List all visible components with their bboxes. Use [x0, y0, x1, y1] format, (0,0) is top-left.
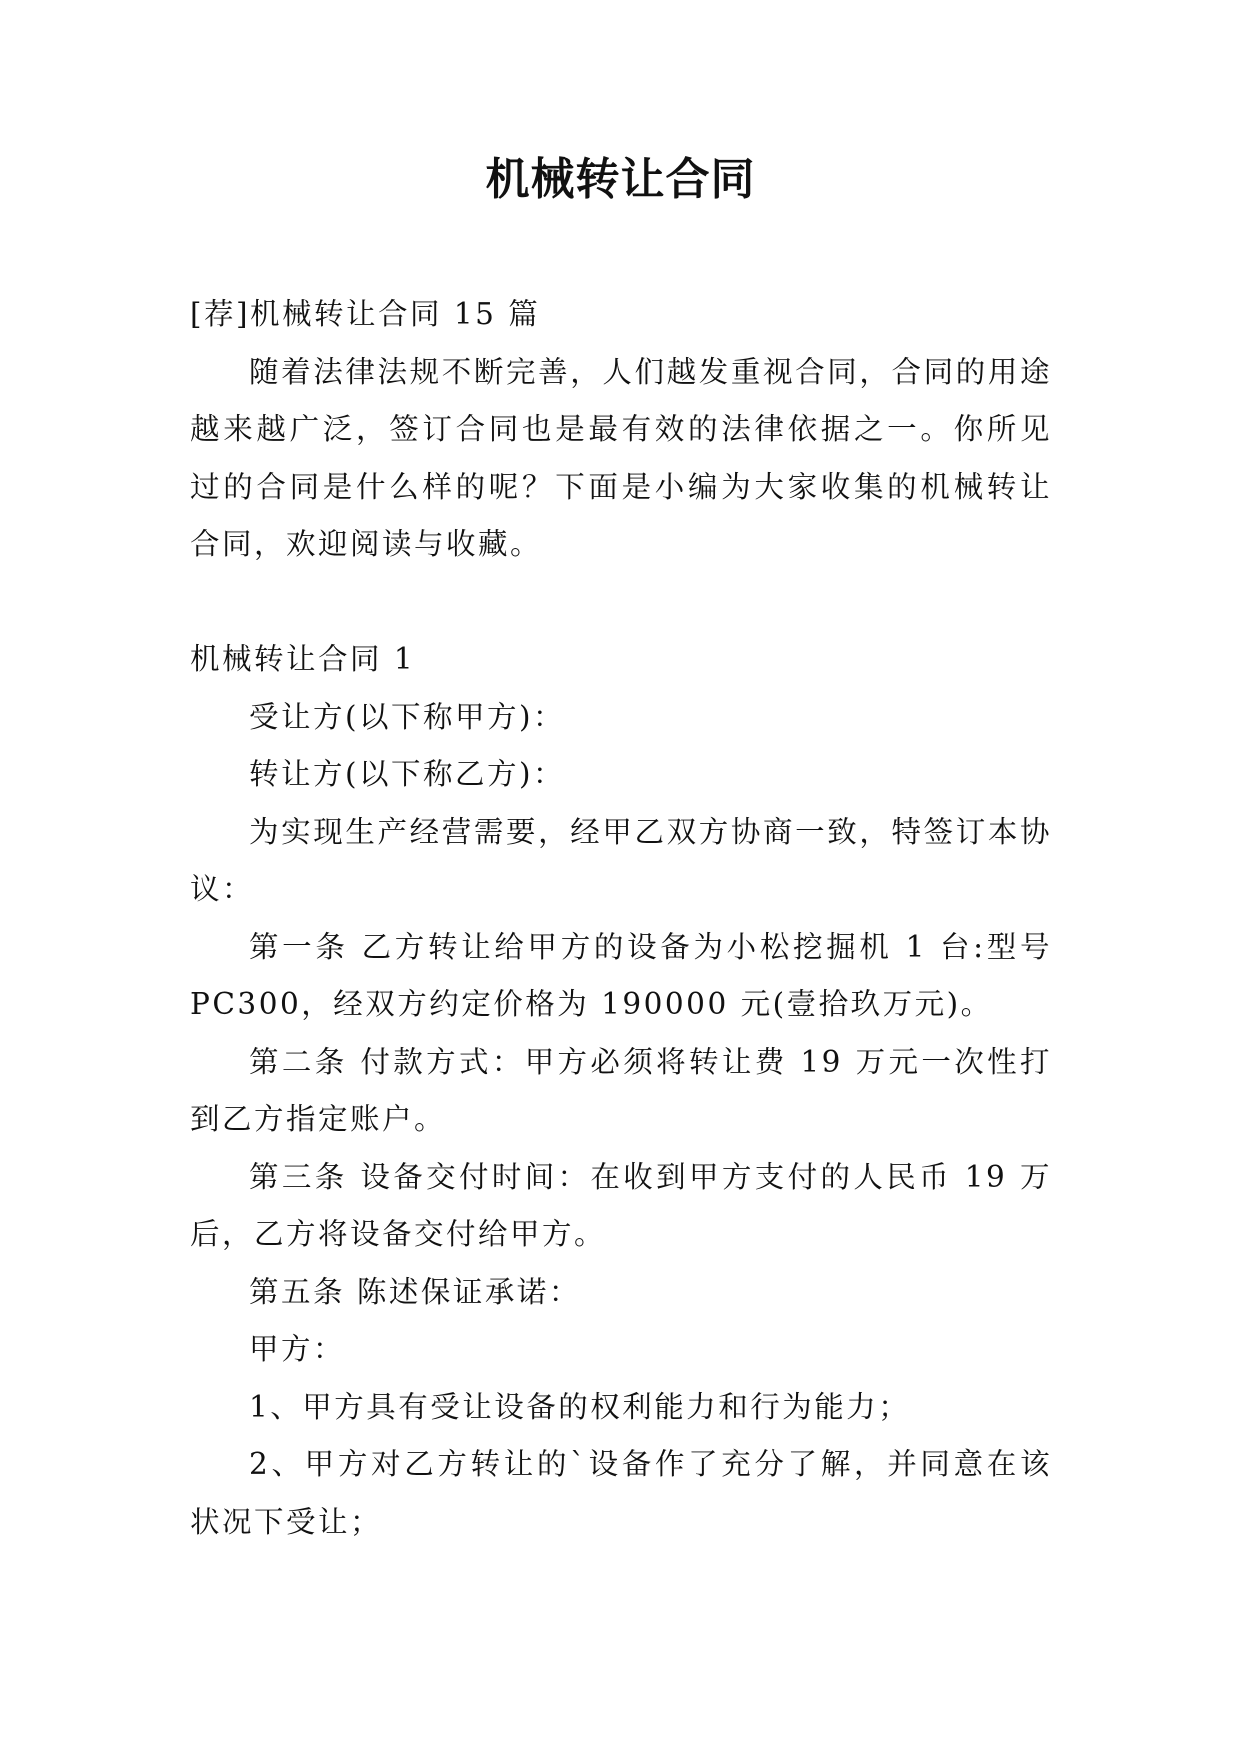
document-title: 机械转让合同 [485, 154, 756, 205]
article-1: 第一条 乙方转让给甲方的设备为小松挖掘机 1 台:型号PC300，经双方约定价格为 190000 元(壹拾玖万元)。 [190, 929, 1052, 1021]
paragraph-spacer [190, 574, 1052, 632]
agreement-preamble: 为实现生产经营需要，经甲乙双方协商一致，特签订本协议： [190, 814, 1052, 906]
transferor-line: 转让方(以下称乙方)： [249, 757, 566, 791]
document-body [190, 286, 1052, 1551]
section-heading: 机械转让合同 1 [190, 642, 416, 676]
document-subtitle: [荐]机械转让合同 15 篇 [190, 297, 541, 331]
intro-paragraph: 随着法律法规不断完善，人们越发重视合同，合同的用途越来越广泛，签订合同也是最有效的法律依据之一。你所见过的合同是什么样的呢？下面是小编为大家收集的机械转让合同，欢迎阅读与收藏。 [190, 354, 1052, 561]
article-3: 第三条 设备交付时间：在收到甲方支付的人民币 19 万后，乙方将设备交付给甲方。 [190, 1159, 1052, 1251]
article-2: 第二条 付款方式：甲方必须将转让费 19 万元一次性打到乙方指定账户。 [190, 1044, 1052, 1136]
party-a-item-2: 2、甲方对乙方转让的`设备作了充分了解，并同意在该状况下受让； [190, 1447, 1052, 1539]
party-a-item-1: 1、甲方具有受让设备的权利能力和行为能力； [249, 1389, 911, 1424]
party-a-label: 甲方： [249, 1332, 346, 1366]
article-5: 第五条 陈述保证承诺： [249, 1274, 581, 1309]
transferee-line: 受让方(以下称甲方)： [249, 699, 566, 734]
